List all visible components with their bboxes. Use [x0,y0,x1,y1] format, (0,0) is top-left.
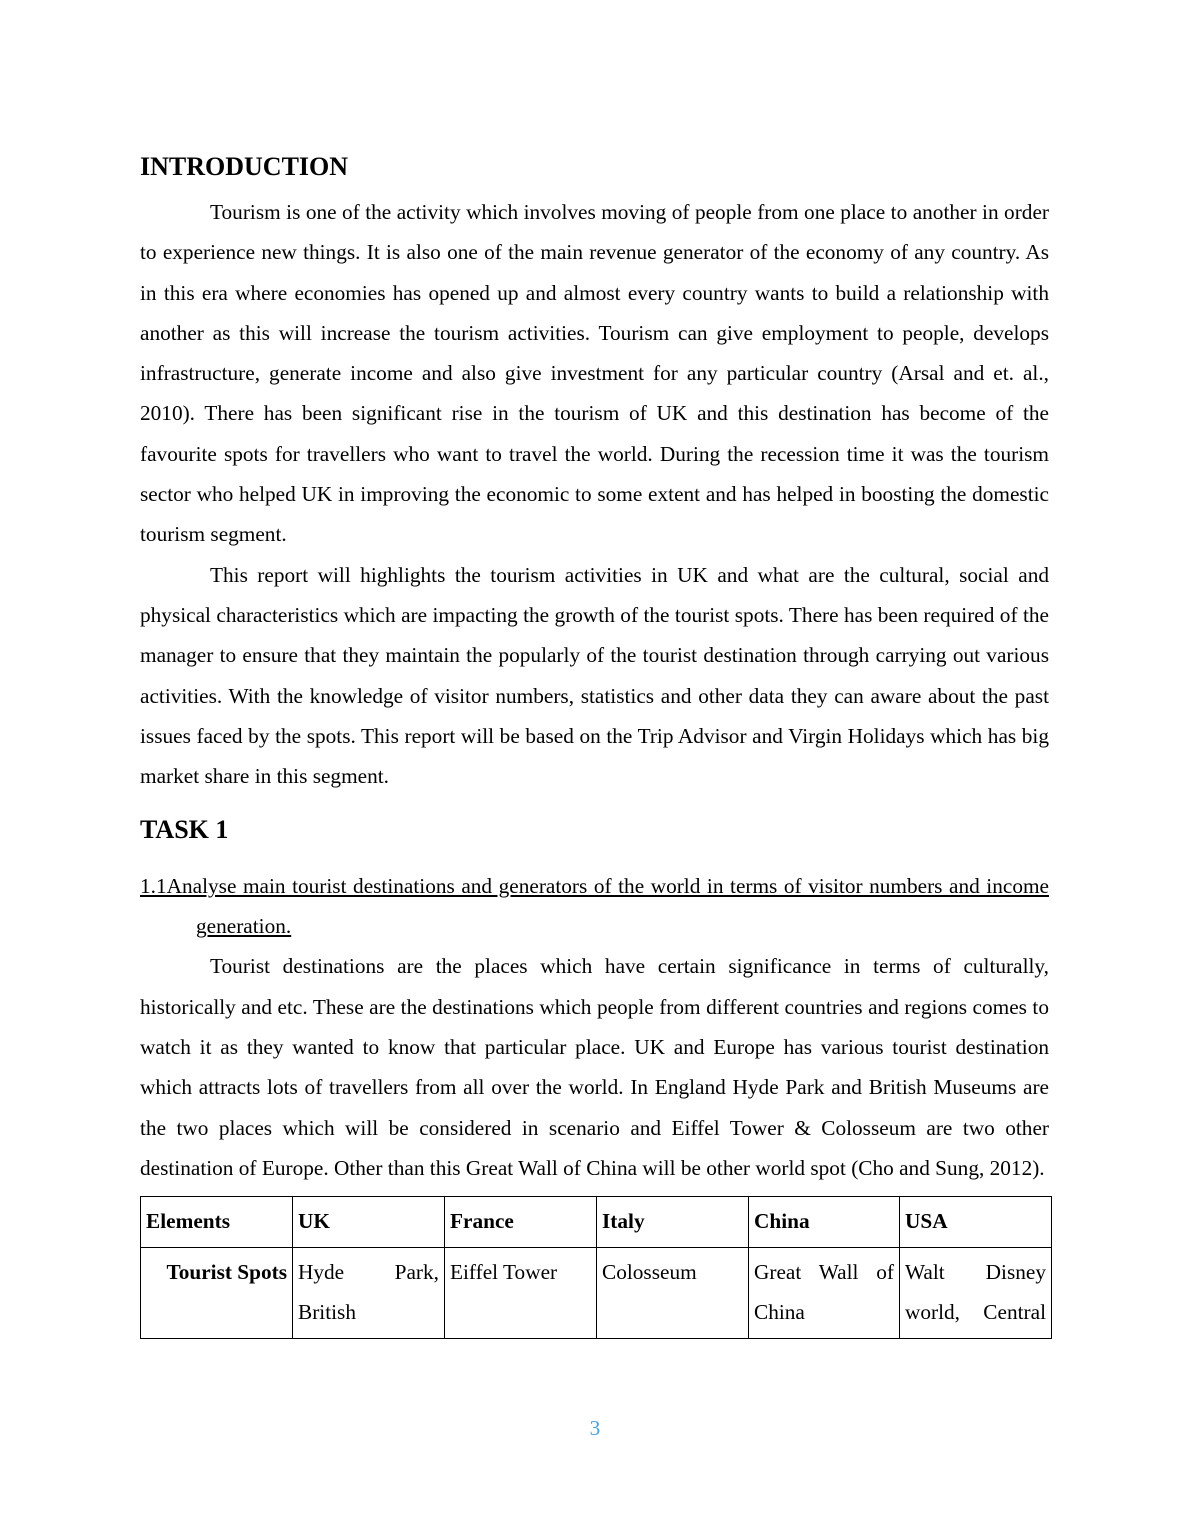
task1-subheading: 1.1Analyse main tourist destinations and generators of the world in terms of visitor numbers and income generation. [140,874,1049,939]
introduction-paragraph-2: This report will highlights the tourism activities in UK and what are the cultural, social and physical characteristics which are impacting the growth of the tourist spots. There has been required of the manager to ensure that they maintain the popularly of the tourist destination through carrying out various activities. With the knowledge of visitor numbers, statistics and other data they can aware about the past issues faced by the spots. This report will be based on the Trip Advisor and Virgin Holidays which has big market share in this segment. [140,562,1049,789]
introduction-paragraph-1: Tourism is one of the activity which involves moving of people from one place to another in order to experience new things. It is also one of the main revenue generator of the economy of any country. As in this era where economies has opened up and almost every country wants to build a relationship with another as this will increase the tourism activities. Tourism can give employment to people, develops infrastructure, generate income and also give investment for any particular country (Arsal and et. al., 2010). There has been significant rise in the tourism of UK and this destination has become of the favourite spots for travellers who want to travel the world. During the recession time it was the tourism sector who helped UK in improving the economic to some extent and has helped in boosting the domestic tourism segment. [140,200,1049,547]
table-header-cell: China [749,1197,900,1248]
page-number: 3 [589,1416,601,1440]
table-cell-uk [293,1248,445,1339]
cell-line: Great Wall of [754,1260,894,1285]
cell-line: world, Central [905,1300,1046,1325]
table-cell-italy: Colosseum [597,1248,749,1339]
table-header-cell: USA [900,1197,1052,1248]
table-cell-usa [900,1248,1052,1339]
document-page [140,148,1049,1339]
cell-line: Walt Disney [905,1260,1046,1285]
table-cell-france: Eiffel Tower [445,1248,597,1339]
table-row [141,1248,1052,1339]
introduction-heading: INTRODUCTION [140,152,349,181]
cell-line: Hyde Park, [298,1260,439,1285]
task1-paragraph: Tourist destinations are the places which have certain significance in terms of culturally, historically and etc. These are the destinations which people from different countries and regions comes to watch it as they wanted to know that particular place. UK and Europe has various tourist destination which attracts lots of travellers from all over the world. In England Hyde Park and British Museums are the two places which will be considered in scenario and Eiffel Tower & Colosseum are two other destination of Europe. Other than this Great Wall of China will be other world spot (Cho and Sung, 2012). [140,954,1049,1180]
table-header-cell: France [445,1197,597,1248]
cell-line: British [298,1300,356,1325]
table-header-cell: UK [293,1197,445,1248]
table-header-cell: Italy [597,1197,749,1248]
table-header-cell: Elements [141,1197,293,1248]
task1-heading: TASK 1 [140,815,229,845]
table-cell-china [749,1248,900,1339]
cell-line: China [754,1300,805,1325]
destinations-table [140,1196,1052,1339]
row-label-cell: Tourist Spots [141,1248,293,1339]
table-header-row [141,1197,1052,1248]
